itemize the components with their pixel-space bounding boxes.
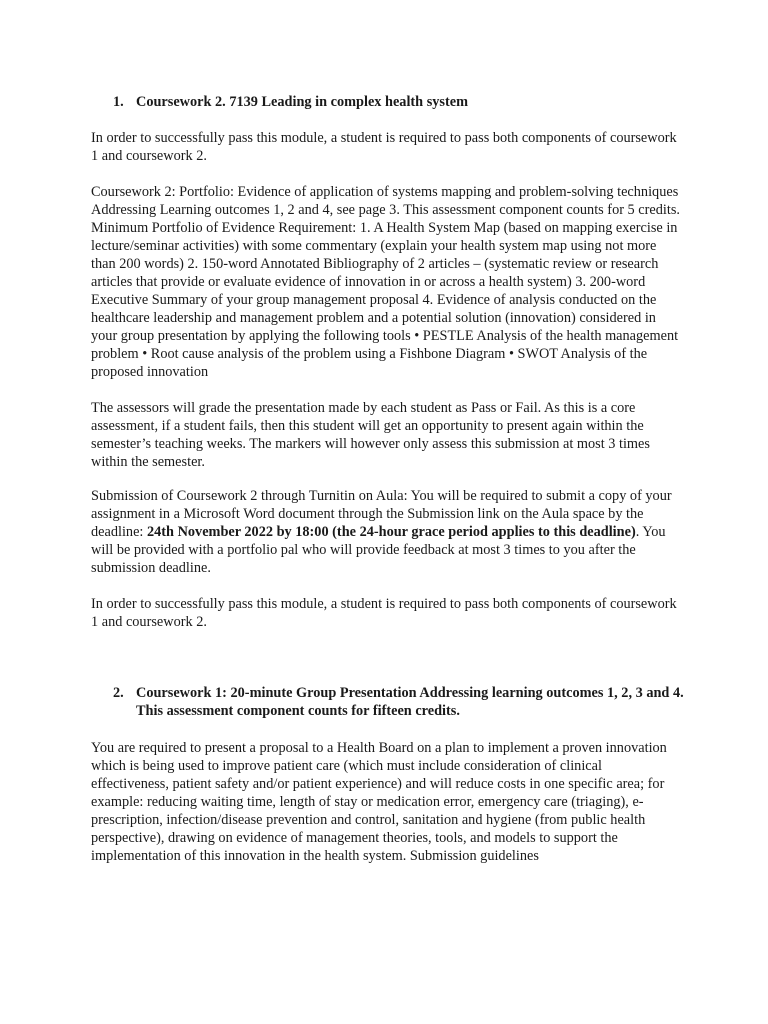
section-1-title: Coursework 2. 7139 Leading in complex health system (136, 94, 469, 110)
grading-paragraph: The assessors will grade the presentation made by each student as Pass or Fail. As this is a core assessment, if a student fails, then this student will get an opportunity to present again within the semester’s teaching weeks. The markers will however only assess this submission at most 3 times within the semester. (91, 400, 650, 470)
section-2-title: Coursework 1: 20-minute Group Presentation Addressing learning outcomes 1, 2, 3 and 4. This assessment component counts for fifteen credits. (136, 685, 684, 719)
section-2-number: 2. (113, 685, 124, 701)
submission-text-after: . You will be provided with a portfolio pal who will provide feedback at most 3 times to you after the submission deadline. (91, 524, 666, 576)
pass-requirement-paragraph-repeat: In order to successfully pass this module, a student is required to pass both components of coursework 1 and coursework 2. (91, 596, 677, 630)
section-2-heading (91, 684, 691, 720)
submission-paragraph (91, 487, 681, 577)
portfolio-paragraph: Coursework 2: Portfolio: Evidence of application of systems mapping and problem-solving techniques Addressing Learning outcomes 1, 2 and 4, see page 3. This assessment component counts for 5 credits. Minimum Portfolio of Evidence Requirement: 1. A Health System Map (based on mapping exercise in lecture/seminar activities) with some commentary (explain your health system map using not more than 200 words) 2. 150-word Annotated Bibliography of 2 articles – (systematic review or research articles that provide or evaluate evidence of innovation in or across a health system) 3. 200-word Executive Summary of your group management proposal 4. Evidence of analysis conducted on the healthcare leadership and management problem and a potential solution (innovation) considered in your group presentation by applying the following tools • PESTLE Analysis of the health management problem • Root cause analysis of the problem using a Fishbone Diagram • SWOT Analysis of the proposed innovation (91, 184, 680, 380)
presentation-paragraph: You are required to present a proposal to a Health Board on a plan to implement a proven innovation which is being used to improve patient care (which must include consideration of clinical effectiveness, patient safety and/or patient experience) and will reduce costs in one specific area; for example: reducing waiting time, length of stay or medication error, emergency care (triaging), e-prescription, infection/disease prevention and control, sanitation and hygiene (from public health perspective), drawing on evidence of management theories, tools, and models to support the implementation of this innovation in the health system. Submission guidelines (91, 740, 667, 864)
pass-requirement-paragraph: In order to successfully pass this module, a student is required to pass both components of coursework 1 and coursework 2. (91, 130, 677, 164)
submission-text: Submission of Coursework 2 through Turnitin on Aula: You will be required to submit a copy of your assignment in a Microsoft Word document through the Submission link on the Aula space by the deadline: (91, 488, 672, 540)
submission-deadline: 24th November 2022 by 18:00 (the 24-hour grace period applies to this deadline) (146, 524, 636, 540)
section-1-heading (91, 93, 691, 111)
section-1-number: 1. (113, 94, 124, 110)
